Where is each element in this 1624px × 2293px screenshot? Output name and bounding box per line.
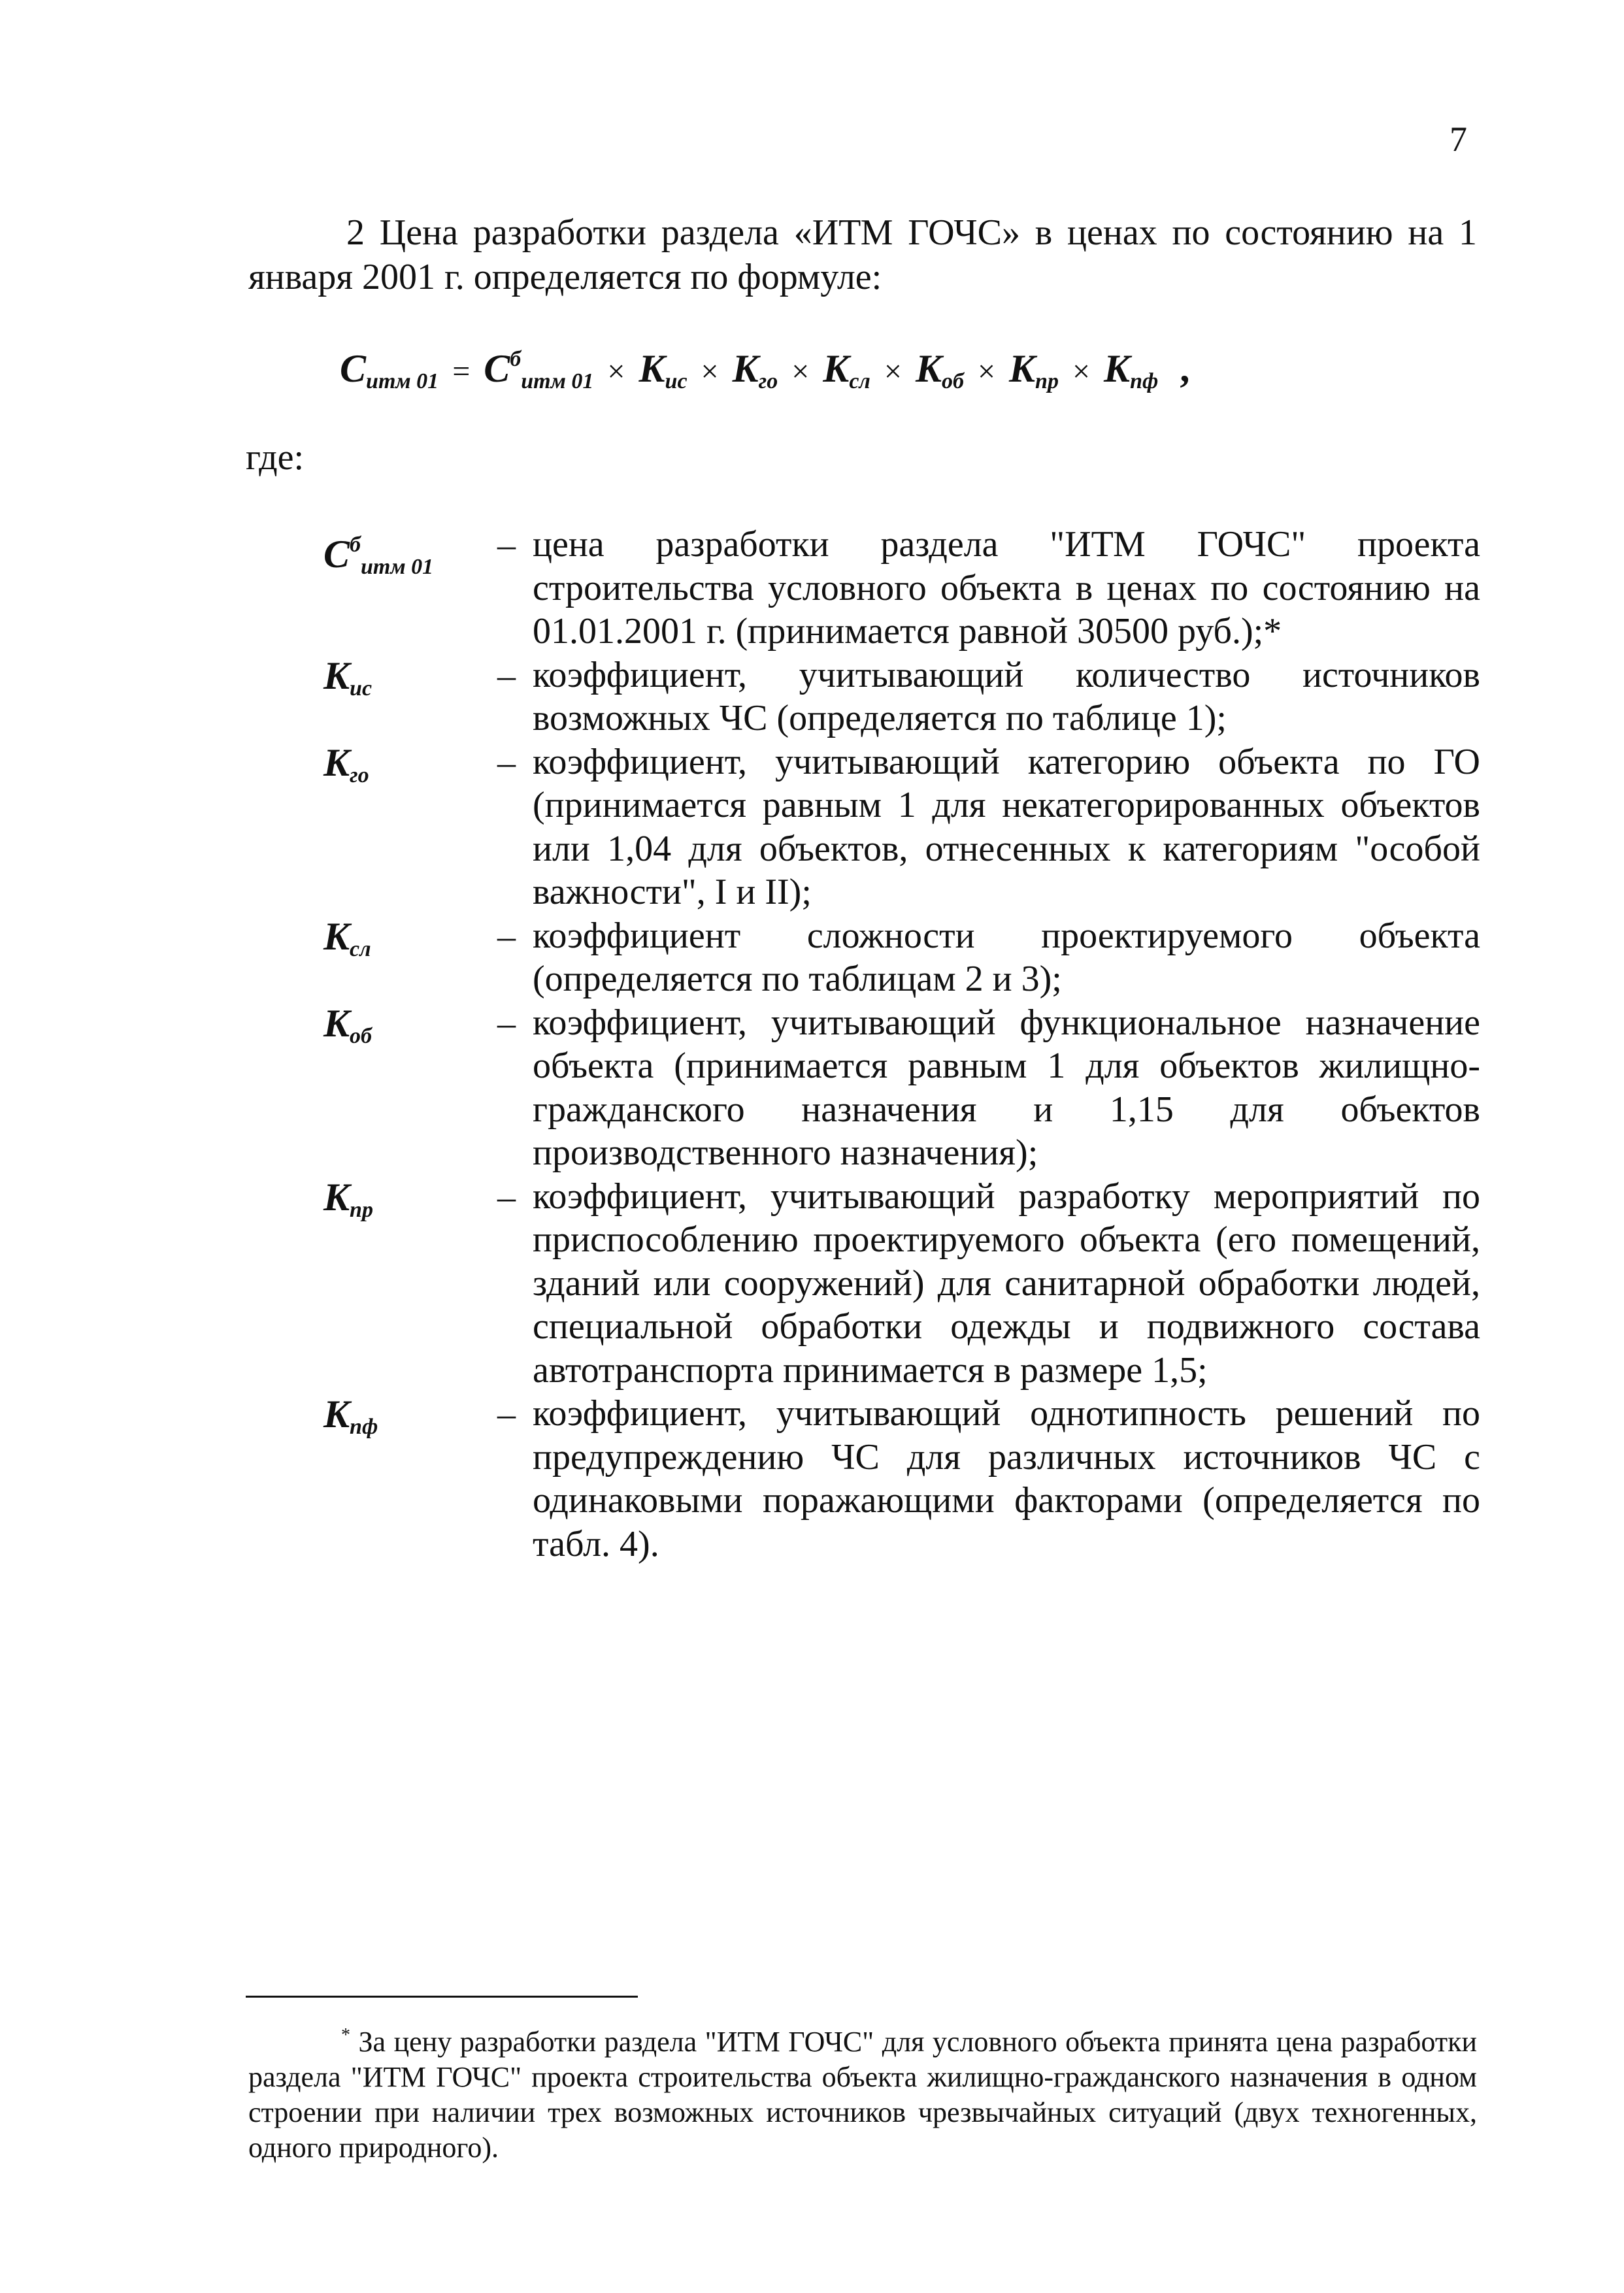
where-label: где:: [246, 437, 305, 478]
definition-text: коэффициент, учитывающий функциональное назначение объекта (принимается равным 1 для объектов жилищно-гражданского назначения и 1,15 для объектов производственного назначения);: [533, 1002, 1480, 1173]
formula-equals: =: [452, 354, 471, 389]
formula-times: ×: [607, 354, 625, 389]
definition-symbol: $K_{пф}$: [323, 1393, 378, 1439]
definition-row: [323, 1001, 1480, 1175]
definition-text: коэффициент, учитывающий разработку мероприятий по приспособлению проектируемого объекта (его помещений, зданий или сооружений) для санитарной обработки людей, специальной обработки одежды и подвижного состава автотранспорта принимается в размере 1,5;: [533, 1176, 1480, 1391]
definition-symbol: $K_{ис}$: [323, 653, 373, 701]
definition-row: [323, 653, 1480, 740]
formula-factor: $K_{об}$: [915, 347, 964, 393]
formula-times: ×: [884, 354, 902, 389]
definition-dash: –: [497, 1394, 516, 1434]
definition-dash: –: [497, 916, 516, 957]
formula-lhs: $C_{итм 01}$: [340, 347, 439, 393]
definition-symbol: $K_{сл}$: [323, 914, 371, 961]
formula-times: ×: [791, 354, 810, 389]
definition-dash: –: [497, 525, 516, 565]
footnote-separator: [246, 1996, 638, 1998]
definition-dash: –: [497, 1176, 516, 1217]
definition-row: [323, 1175, 1480, 1393]
definition-row: [323, 914, 1480, 1001]
footnote-marker: *: [341, 2025, 350, 2045]
definition-row: [323, 1392, 1480, 1566]
definition-dash: –: [497, 1002, 516, 1044]
definition-row: [323, 740, 1480, 914]
intro-paragraph: 2 Цена разработки раздела «ИТМ ГОЧС» в ценах по состоянию на 1 января 2001 г. определяется по формуле:: [248, 212, 1477, 297]
footnote: [248, 2018, 1477, 2166]
definition-text: коэффициент, учитывающий количество источников возможных ЧС (определяется по таблице 1);: [533, 654, 1480, 738]
formula-factor: $K_{пр}$: [1009, 347, 1059, 393]
definition-symbol: $K_{об}$: [323, 1001, 372, 1048]
formula-factor: $K_{ис}$: [638, 347, 688, 393]
formula-times: ×: [977, 354, 996, 389]
definitions-list: [323, 523, 1480, 1566]
definition-text: коэффициент, учитывающий категорию объекта по ГО (принимается равным 1 для некатегорированных объектов или 1,04 для объектов, отнесенных к категориям "особой важности", I и II);: [533, 741, 1480, 912]
definition-symbol: $K_{пр}$: [323, 1175, 373, 1222]
definition-text: коэффициент, учитывающий однотипность решений по предупреждению ЧС для различных источников ЧС с одинаковыми поражающими факторами (определяется по табл. 4).: [533, 1393, 1480, 1564]
definition-dash: –: [497, 655, 516, 696]
definition-text: цена разработки раздела "ИТМ ГОЧС" проекта строительства условного объекта в ценах по состоянию на 01.01.2001 г. (принимается равной 30500 руб.);*: [533, 524, 1480, 652]
formula-times: ×: [701, 354, 719, 389]
definition-text: коэффициент сложности проектируемого объекта (определяется по таблицам 2 и 3);: [533, 915, 1480, 999]
price-formula: [340, 346, 1189, 394]
formula-times: ×: [1072, 354, 1091, 389]
page-number: 7: [1450, 120, 1467, 159]
footnote-text: За цену разработки раздела "ИТМ ГОЧС" для условного объекта принята цена разработки раздела "ИТМ ГОЧС" проекта строительства объекта жилищно-гражданского назначения в одном строении при наличии трех возможных источников чрезвычайных ситуаций (двух техногенных, одного природного).: [248, 2026, 1477, 2164]
definition-row: [323, 523, 1480, 653]
formula-base: $C^б_{итм 01}$: [484, 347, 594, 393]
formula-factor: $K_{пф}$: [1104, 347, 1159, 393]
formula-comma: ,: [1180, 347, 1190, 390]
formula-factor: $K_{сл}$: [823, 347, 870, 393]
definition-symbol: $K_{го}$: [323, 740, 369, 787]
definition-dash: –: [497, 742, 516, 783]
definition-symbol: $C^б_{итм 01}$: [323, 533, 434, 579]
formula-factor: $K_{го}$: [732, 347, 778, 393]
